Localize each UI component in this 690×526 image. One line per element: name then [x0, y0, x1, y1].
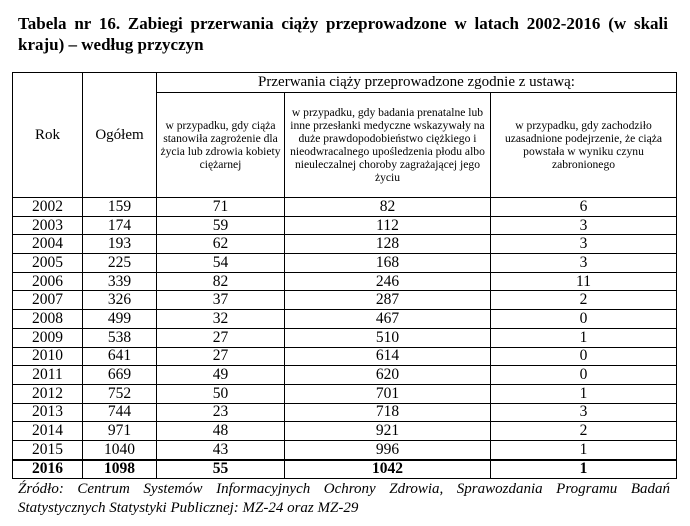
cell-year: 2006: [13, 272, 83, 291]
cell-year: 2012: [13, 384, 83, 403]
table-row: [13, 235, 677, 254]
cell-health: 50: [157, 384, 285, 403]
table-row: [13, 310, 677, 329]
source-line-1: Źródło: Centrum Systemów Informacyjnych Ochrony Zdrowia, Sprawozdania Programu Badań: [18, 481, 670, 497]
table-row: [13, 460, 677, 479]
header-crime: w przypadku, gdy zachodziło uzasadnione podejrzenie, że ciąża powstała w wyniku czynu zabronionego: [491, 93, 677, 198]
cell-prenatal: 614: [285, 347, 491, 366]
cell-total: 174: [83, 216, 157, 235]
cell-total: 159: [83, 198, 157, 217]
cell-crime: 1: [491, 460, 677, 479]
cell-prenatal: 921: [285, 422, 491, 441]
cell-crime: 0: [491, 366, 677, 385]
cell-crime: 3: [491, 216, 677, 235]
cell-year: 2011: [13, 366, 83, 385]
header-health: w przypadku, gdy ciąża stanowiła zagrożenie dla życia lub zdrowia kobiety ciężarnej: [157, 93, 285, 198]
abortion-table: [12, 72, 677, 479]
cell-crime: 3: [491, 235, 677, 254]
cell-total: 225: [83, 254, 157, 273]
table-row: [13, 440, 677, 459]
cell-prenatal: 112: [285, 216, 491, 235]
cell-total: 1098: [83, 460, 157, 479]
table-row: [13, 291, 677, 310]
cell-total: 669: [83, 366, 157, 385]
cell-prenatal: 467: [285, 310, 491, 329]
table-title: Tabela nr 16. Zabiegi przerwania ciąży przeprowadzone w latach 2002-2016 (w skali kraju) – według przyczyn: [18, 14, 668, 54]
cell-crime: 1: [491, 328, 677, 347]
table-row: [13, 366, 677, 385]
table-body: [13, 198, 677, 479]
header-total: Ogółem: [83, 73, 157, 198]
cell-health: 48: [157, 422, 285, 441]
cell-prenatal: 246: [285, 272, 491, 291]
cell-health: 71: [157, 198, 285, 217]
cell-year: 2014: [13, 422, 83, 441]
cell-crime: 0: [491, 310, 677, 329]
header-group: Przerwania ciąży przeprowadzone zgodnie z ustawą:: [157, 73, 677, 93]
cell-prenatal: 701: [285, 384, 491, 403]
cell-total: 752: [83, 384, 157, 403]
cell-total: 538: [83, 328, 157, 347]
cell-year: 2009: [13, 328, 83, 347]
cell-crime: 0: [491, 347, 677, 366]
cell-prenatal: 128: [285, 235, 491, 254]
table-row: [13, 347, 677, 366]
cell-crime: 2: [491, 422, 677, 441]
cell-total: 1040: [83, 440, 157, 459]
cell-prenatal: 620: [285, 366, 491, 385]
cell-prenatal: 168: [285, 254, 491, 273]
cell-year: 2016: [13, 460, 83, 479]
table-row: [13, 403, 677, 422]
cell-total: 193: [83, 235, 157, 254]
source-line-2: Statystycznych Statystyki Publicznej: MZ-24 oraz MZ-29: [18, 500, 359, 516]
table-row: [13, 328, 677, 347]
cell-year: 2004: [13, 235, 83, 254]
cell-health: 62: [157, 235, 285, 254]
cell-health: 32: [157, 310, 285, 329]
cell-health: 59: [157, 216, 285, 235]
table-row: [13, 216, 677, 235]
cell-total: 499: [83, 310, 157, 329]
cell-year: 2015: [13, 440, 83, 459]
cell-crime: 1: [491, 384, 677, 403]
cell-prenatal: 510: [285, 328, 491, 347]
cell-health: 82: [157, 272, 285, 291]
cell-prenatal: 1042: [285, 460, 491, 479]
cell-year: 2003: [13, 216, 83, 235]
cell-year: 2008: [13, 310, 83, 329]
header-year: Rok: [13, 73, 83, 198]
cell-crime: 3: [491, 254, 677, 273]
cell-year: 2002: [13, 198, 83, 217]
cell-year: 2005: [13, 254, 83, 273]
cell-health: 43: [157, 440, 285, 459]
cell-health: 49: [157, 366, 285, 385]
cell-health: 37: [157, 291, 285, 310]
cell-prenatal: 287: [285, 291, 491, 310]
cell-year: 2007: [13, 291, 83, 310]
cell-total: 744: [83, 403, 157, 422]
cell-crime: 1: [491, 440, 677, 459]
cell-total: 641: [83, 347, 157, 366]
table-row: [13, 254, 677, 273]
cell-prenatal: 82: [285, 198, 491, 217]
cell-health: 55: [157, 460, 285, 479]
table-row: [13, 384, 677, 403]
cell-year: 2010: [13, 347, 83, 366]
cell-total: 326: [83, 291, 157, 310]
source-note: [18, 480, 670, 518]
cell-prenatal: 718: [285, 403, 491, 422]
cell-crime: 11: [491, 272, 677, 291]
cell-prenatal: 996: [285, 440, 491, 459]
cell-total: 339: [83, 272, 157, 291]
cell-health: 27: [157, 347, 285, 366]
cell-crime: 2: [491, 291, 677, 310]
cell-year: 2013: [13, 403, 83, 422]
cell-health: 27: [157, 328, 285, 347]
cell-health: 23: [157, 403, 285, 422]
cell-crime: 3: [491, 403, 677, 422]
table-row: [13, 422, 677, 441]
table-row: [13, 198, 677, 217]
cell-health: 54: [157, 254, 285, 273]
table-row: [13, 272, 677, 291]
header-prenatal: w przypadku, gdy badania prenatalne lub inne przesłanki medyczne wskazywały na duże prawdopodobieństwo ciężkiego i nieodwracalnego upośledzenia płodu albo nieuleczalnej choroby zagrażającej jego życiu: [285, 93, 491, 198]
cell-crime: 6: [491, 198, 677, 217]
cell-total: 971: [83, 422, 157, 441]
